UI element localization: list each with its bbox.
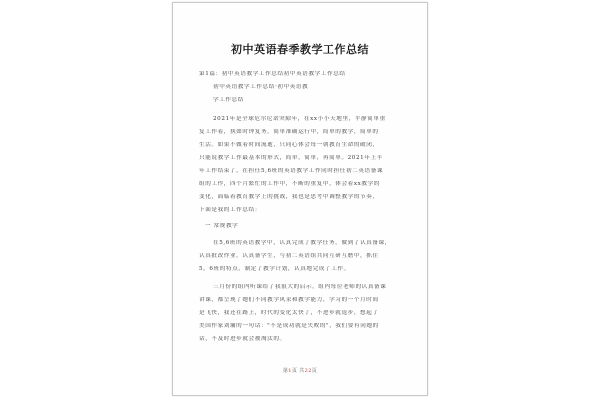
text-line: 5，6班的特点，制定了教学计划，认真地完成了工作。 [199, 266, 350, 272]
text-line: 下面是我的工作总结： [199, 207, 261, 213]
text-line: 年工作结束了，在担任5,6班的英语教学工作同时担任初二英语备课 [199, 168, 384, 174]
page-footer [173, 367, 427, 374]
text-line: 变化，面临着教育教学上的挑战，我也是思考中调整教学的节奏， [199, 194, 379, 200]
current-page-number: 1 [288, 368, 292, 374]
text-line: 只能说教学工作最基本的形式，简单，简单，再简单。2021年上半 [199, 155, 383, 161]
text-line: 2021年是全球危尔尼诺突隙年，在xx小小天地里，平静简单重 [213, 116, 386, 122]
text-line: 学工作总结 [213, 97, 244, 103]
footer-suffix: 页 [311, 368, 318, 374]
footer-mid: 页 共 [291, 368, 305, 374]
text-line: 认真批改作业，认真备学生，与初二英语组共同互研互磨中，抓住 [199, 253, 379, 259]
document-page [172, 2, 428, 396]
text-line: 生活。如果不做着时间流逝，只同心体会每一朝教育生命的破闭， [199, 142, 379, 148]
total-page-count: 22 [304, 368, 312, 374]
document-title: 初中英语春季教学工作总结 [231, 43, 369, 56]
section-heading: 一 常规教学 [205, 223, 239, 229]
footer-prefix: 第 [282, 368, 289, 374]
text-line: 初中英语教学工作总结·初中英语教 [213, 84, 309, 90]
text-line: 话，不及时进步就会被淘汰的。 [199, 336, 286, 342]
text-line: 讲课，都呈现了她们不同教学风采和教学能力，学习的一个月时间 [199, 297, 379, 303]
text-line: 美国作家刘墉的一句话："不是成功就是失败的"，我们要有同她的 [199, 323, 379, 329]
text-line: 是飞快，我还在路上，时代的变化太快了，不进步就退步，想起了 [199, 310, 379, 316]
text-line: 三月份的组内听课给了我很大的启示，组内每位老师的认真备课 [213, 284, 387, 290]
text-line: 在5,6班的英语教学中，认真完成了教学任务，做到了认真备课， [213, 240, 391, 246]
text-line: 第1篇：初中英语教学工作总结初中英语教学工作总结 [199, 71, 346, 77]
text-line: 复工作着，执如时钟复务，简单准确运行中，简单的教学，简单的 [199, 129, 379, 135]
text-line: 组的工作，四个月繁忙的工作中，不断的重复中，体会着xx教学的 [199, 181, 380, 187]
